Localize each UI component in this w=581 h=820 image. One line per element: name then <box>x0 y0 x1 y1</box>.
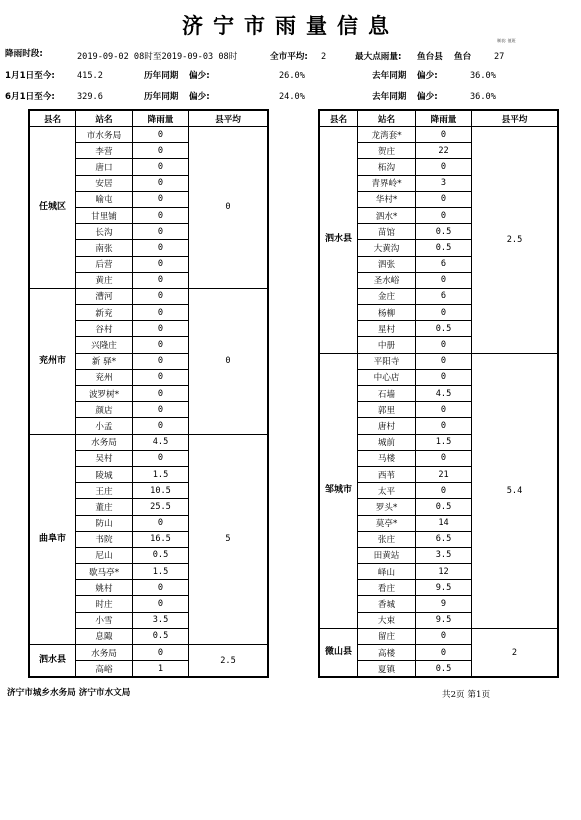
county-average: 2.5 <box>472 127 558 354</box>
station-name: 新 驿* <box>76 353 133 369</box>
station-name: 贺庄 <box>358 143 416 159</box>
station-name: 水务局 <box>76 645 133 661</box>
station-name: 后营 <box>76 256 133 272</box>
station-name: 漕河 <box>76 288 133 304</box>
station-name: 田黄站 <box>358 547 416 563</box>
column-header: 县名 <box>30 111 76 127</box>
county-average: 0 <box>189 127 268 289</box>
rainfall-value: 0 <box>416 127 472 143</box>
rainfall-value: 0.5 <box>416 240 472 256</box>
county-name: 微山县 <box>320 628 358 677</box>
city-avg-value: 2 <box>321 52 327 62</box>
station-name: 圣水峪 <box>358 272 416 288</box>
ytd-last-label: 去年同期 <box>372 71 407 81</box>
page-title: 济宁市雨量信息 <box>182 14 399 38</box>
period-label: 降雨时段: <box>5 49 43 59</box>
rainfall-value: 9 <box>416 596 472 612</box>
table-header-row <box>30 111 268 127</box>
station-name: 看庄 <box>358 580 416 596</box>
station-name: 平阳寺 <box>358 353 416 369</box>
period-value: 2019-09-02 08时至2019-09-03 08时 <box>77 52 238 62</box>
station-name: 时庄 <box>76 596 133 612</box>
rainfall-value: 0 <box>133 337 189 353</box>
station-name: 高楼 <box>358 645 416 661</box>
station-name: 苗馆 <box>358 224 416 240</box>
rainfall-value: 0.5 <box>416 661 472 677</box>
column-header: 站名 <box>76 111 133 127</box>
county-average: 5 <box>189 434 268 644</box>
rainfall-value: 0 <box>416 402 472 418</box>
rainfall-value: 4.5 <box>133 434 189 450</box>
rainfall-value: 6 <box>416 256 472 272</box>
rainfall-value: 1 <box>133 661 189 677</box>
station-name: 青界岭* <box>358 175 416 191</box>
station-name: 兴隆庄 <box>76 337 133 353</box>
ytd-hist-direction: 偏少: <box>189 71 210 81</box>
column-header: 降雨量 <box>133 111 189 127</box>
station-name: 金庄 <box>358 288 416 304</box>
jun-hist-percent: 24.0% <box>279 92 305 102</box>
station-name: 星村 <box>358 321 416 337</box>
rainfall-value: 0 <box>416 159 472 175</box>
jun-value: 329.6 <box>77 92 103 102</box>
rainfall-value: 22 <box>416 143 472 159</box>
station-name: 峄山 <box>358 564 416 580</box>
rainfall-value: 0 <box>133 256 189 272</box>
station-name: 高峪 <box>76 661 133 677</box>
table-row <box>30 127 268 143</box>
rainfall-value: 0 <box>416 628 472 644</box>
column-header: 站名 <box>358 111 416 127</box>
station-name: 颜店 <box>76 402 133 418</box>
station-name: 息陬 <box>76 628 133 644</box>
rainfall-value: 0 <box>133 402 189 418</box>
station-name: 喻屯 <box>76 191 133 207</box>
station-name: 吴村 <box>76 450 133 466</box>
rainfall-value: 3 <box>416 175 472 191</box>
station-name: 甘里铺 <box>76 207 133 223</box>
station-name: 长沟 <box>76 224 133 240</box>
county-name: 兖州市 <box>30 288 76 434</box>
station-name: 泗张 <box>358 256 416 272</box>
rainfall-value: 0 <box>416 369 472 385</box>
rainfall-value: 0.5 <box>133 547 189 563</box>
rainfall-value: 0.5 <box>416 321 472 337</box>
county-name: 曲阜市 <box>30 434 76 644</box>
county-name: 任城区 <box>30 127 76 289</box>
rainfall-value: 21 <box>416 466 472 482</box>
jun-last-direction: 偏少: <box>417 92 438 102</box>
station-name: 尼山 <box>76 547 133 563</box>
station-name: 兖州 <box>76 369 133 385</box>
rainfall-value: 0 <box>416 353 472 369</box>
jun-hist-direction: 偏少: <box>189 92 210 102</box>
table-header-row <box>320 111 558 127</box>
county-name: 泗水县 <box>30 645 76 677</box>
rainfall-value: 0 <box>133 288 189 304</box>
county-average: 0 <box>189 288 268 434</box>
rainfall-table-left <box>28 109 269 678</box>
station-name: 唐村 <box>358 418 416 434</box>
max-point-label: 最大点雨量: <box>355 52 402 62</box>
rainfall-value: 0 <box>133 224 189 240</box>
station-name: 香城 <box>358 596 416 612</box>
station-name: 大黄沟 <box>358 240 416 256</box>
rainfall-value: 0 <box>133 321 189 337</box>
rainfall-value: 0 <box>416 191 472 207</box>
rainfall-value: 0 <box>133 305 189 321</box>
rainfall-value: 0 <box>133 240 189 256</box>
station-name: 夏镇 <box>358 661 416 677</box>
rainfall-value: 0 <box>133 272 189 288</box>
station-name: 水务局 <box>76 434 133 450</box>
footer-issuer: 济宁市城乡水务局 济宁市水文局 <box>7 688 131 698</box>
rainfall-value: 0 <box>133 645 189 661</box>
rainfall-value: 10.5 <box>133 483 189 499</box>
station-name: 书院 <box>76 531 133 547</box>
jun-hist-label: 历年同期 <box>144 92 179 102</box>
station-name: 龙湾套* <box>358 127 416 143</box>
rainfall-value: 9.5 <box>416 580 472 596</box>
station-name: 新兖 <box>76 305 133 321</box>
station-name: 小雪 <box>76 612 133 628</box>
county-average: 2.5 <box>189 645 268 677</box>
rainfall-value: 0 <box>133 596 189 612</box>
ytd-last-percent: 36.0% <box>470 71 496 81</box>
rainfall-value: 9.5 <box>416 612 472 628</box>
table-row <box>320 127 558 143</box>
county-name: 邹城市 <box>320 353 358 628</box>
ytd-hist-label: 历年同期 <box>144 71 179 81</box>
station-name: 中心店 <box>358 369 416 385</box>
rainfall-value: 3.5 <box>416 547 472 563</box>
station-name: 姚村 <box>76 580 133 596</box>
ytd-value: 415.2 <box>77 71 103 81</box>
station-name: 南张 <box>76 240 133 256</box>
rainfall-value: 0 <box>416 483 472 499</box>
rainfall-value: 0 <box>133 207 189 223</box>
rainfall-value: 16.5 <box>133 531 189 547</box>
county-average: 2 <box>472 628 558 677</box>
station-name: 李营 <box>76 143 133 159</box>
county-name: 泗水县 <box>320 127 358 354</box>
rainfall-value: 0 <box>416 272 472 288</box>
station-name: 泗水* <box>358 207 416 223</box>
ytd-last-direction: 偏少: <box>417 71 438 81</box>
column-header: 县平均 <box>189 111 268 127</box>
station-name: 留庄 <box>358 628 416 644</box>
station-name: 罗头* <box>358 499 416 515</box>
column-header: 县平均 <box>472 111 558 127</box>
county-average: 5.4 <box>472 353 558 628</box>
station-name: 柘沟 <box>358 159 416 175</box>
table-row <box>320 628 558 644</box>
column-header: 降雨量 <box>416 111 472 127</box>
rainfall-value: 0 <box>133 369 189 385</box>
page-indicator: 共2页 第1页 <box>442 690 491 700</box>
rainfall-value: 0 <box>133 450 189 466</box>
table-body <box>30 127 268 677</box>
station-name: 王庄 <box>76 483 133 499</box>
station-name: 董庄 <box>76 499 133 515</box>
station-name: 郭里 <box>358 402 416 418</box>
rainfall-value: 12 <box>416 564 472 580</box>
station-name: 太平 <box>358 483 416 499</box>
rainfall-value: 0 <box>133 386 189 402</box>
station-name: 城前 <box>358 434 416 450</box>
rainfall-value: 0 <box>416 645 472 661</box>
rainfall-value: 6 <box>416 288 472 304</box>
station-name: 中册 <box>358 337 416 353</box>
rainfall-value: 0 <box>416 207 472 223</box>
station-name: 华村* <box>358 191 416 207</box>
station-name: 谷村 <box>76 321 133 337</box>
rainfall-value: 0 <box>133 175 189 191</box>
rainfall-value: 0 <box>133 418 189 434</box>
ytd-label: 1月1日至今: <box>5 71 55 81</box>
station-name: 小孟 <box>76 418 133 434</box>
city-avg-label: 全市平均: <box>270 52 308 62</box>
ytd-hist-percent: 26.0% <box>279 71 305 81</box>
rainfall-value: 0 <box>416 305 472 321</box>
max-point-county: 鱼台县 <box>417 52 443 62</box>
station-name: 黄庄 <box>76 272 133 288</box>
station-name: 马楼 <box>358 450 416 466</box>
rainfall-value: 6.5 <box>416 531 472 547</box>
rainfall-value: 25.5 <box>133 499 189 515</box>
max-point-value: 27 <box>494 52 505 62</box>
rainfall-value: 0 <box>416 450 472 466</box>
station-name: 大束 <box>358 612 416 628</box>
station-name: 安居 <box>76 175 133 191</box>
rainfall-value: 1.5 <box>133 466 189 482</box>
rainfall-value: 1.5 <box>133 564 189 580</box>
column-header: 县名 <box>320 111 358 127</box>
rainfall-value: 0.5 <box>416 499 472 515</box>
max-point-station: 鱼台 <box>454 52 472 62</box>
table-body <box>320 127 558 677</box>
station-name: 石墙 <box>358 386 416 402</box>
jun-last-label: 去年同期 <box>372 92 407 102</box>
rainfall-value: 0 <box>416 418 472 434</box>
rainfall-value: 0 <box>133 159 189 175</box>
station-name: 莫亭* <box>358 515 416 531</box>
rainfall-table-right <box>318 109 559 678</box>
jun-last-percent: 36.0% <box>470 92 496 102</box>
rainfall-value: 0.5 <box>416 224 472 240</box>
station-name: 波罗树* <box>76 386 133 402</box>
rainfall-value: 4.5 <box>416 386 472 402</box>
table-row <box>30 645 268 661</box>
station-name: 张庄 <box>358 531 416 547</box>
station-name: 市水务局 <box>76 127 133 143</box>
rainfall-value: 0 <box>416 337 472 353</box>
rainfall-value: 0.5 <box>133 628 189 644</box>
table-row <box>320 353 558 369</box>
station-name: 西苇 <box>358 466 416 482</box>
rainfall-value: 0 <box>133 191 189 207</box>
jun-label: 6月1日至今: <box>5 92 55 102</box>
station-name: 唐口 <box>76 159 133 175</box>
printed-tag: 制表: 值班 <box>497 38 516 43</box>
station-name: 陵城 <box>76 466 133 482</box>
table-row <box>30 434 268 450</box>
rainfall-value: 0 <box>133 515 189 531</box>
rainfall-value: 0 <box>133 127 189 143</box>
rainfall-value: 0 <box>133 353 189 369</box>
station-name: 杨柳 <box>358 305 416 321</box>
rainfall-value: 0 <box>133 580 189 596</box>
rainfall-value: 3.5 <box>133 612 189 628</box>
station-name: 歇马亭* <box>76 564 133 580</box>
rainfall-value: 0 <box>133 143 189 159</box>
rainfall-value: 1.5 <box>416 434 472 450</box>
rainfall-value: 14 <box>416 515 472 531</box>
station-name: 防山 <box>76 515 133 531</box>
table-row <box>30 288 268 304</box>
